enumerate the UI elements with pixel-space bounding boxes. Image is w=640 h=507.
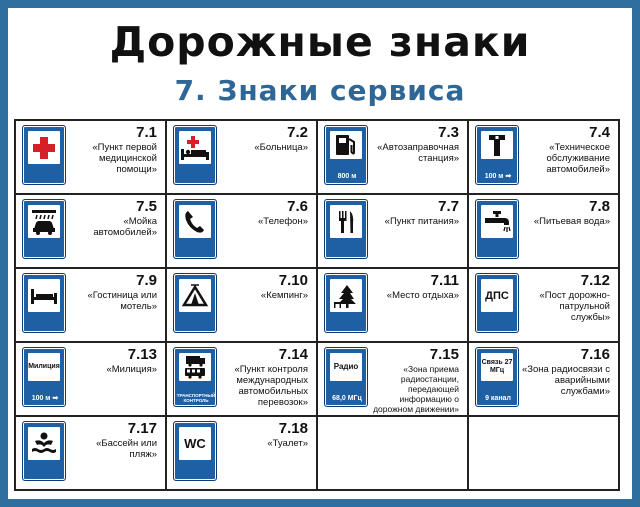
- sign-7-3: [324, 125, 368, 185]
- sign-number: 7.5: [136, 198, 157, 215]
- sign-number: 7.7: [438, 198, 459, 215]
- sign-cell-7-17: [16, 417, 167, 491]
- empty-cell: [469, 417, 620, 491]
- sign-description: «Питьевая вода»: [533, 216, 610, 227]
- radio-text-icon: Радио: [330, 353, 362, 381]
- sign-cell-7-2: [167, 121, 318, 195]
- sign-cell-7-14: [167, 343, 318, 417]
- sign-caption: 100 м ➡: [31, 395, 59, 402]
- sign-cell-7-7: [318, 195, 469, 269]
- sign-7-2: [173, 125, 217, 185]
- page-subtitle: 7. Знаки сервиса: [174, 74, 466, 107]
- telephone-icon: [179, 205, 211, 238]
- page-title: Дорожные знаки: [109, 18, 531, 66]
- sign-cell-7-3: [318, 121, 469, 195]
- sign-number: 7.15: [429, 346, 459, 363]
- sign-description: «Пункт контроля международных автомобильных перевозок»: [234, 364, 308, 408]
- sign-number: 7.18: [278, 420, 308, 437]
- sign-description: «Туалет»: [267, 438, 308, 449]
- sign-caption: 800 м: [337, 173, 357, 180]
- sign-description: «Техническое обслуживание автомобилей»: [546, 142, 610, 175]
- sign-7-11: [324, 273, 368, 333]
- sign-description: «Телефон»: [258, 216, 308, 227]
- car-wash-icon: [28, 205, 60, 238]
- sign-caption: 68,0 МГц: [332, 395, 362, 402]
- sign-7-9: [22, 273, 66, 333]
- sign-number: 7.10: [278, 272, 308, 289]
- empty-cell: [318, 417, 469, 491]
- sign-number: 7.11: [430, 272, 459, 289]
- tree-icon: [330, 279, 362, 312]
- sign-cell-7-10: [167, 269, 318, 343]
- sign-cell-7-5: [16, 195, 167, 269]
- sign-cell-7-8: [469, 195, 620, 269]
- sign-cell-7-1: [16, 121, 167, 195]
- sign-cell-7-11: [318, 269, 469, 343]
- sign-description: «Мойка автомобилей»: [93, 216, 157, 238]
- water-tap-icon: [481, 205, 513, 238]
- sign-7-14: [173, 347, 217, 407]
- dps-text-icon: ДПС: [481, 279, 513, 312]
- sign-number: 7.12: [580, 272, 610, 289]
- sign-description: «Автозаправочная станция»: [377, 142, 459, 164]
- swimmer-icon: [28, 427, 60, 460]
- sign-number: 7.4: [589, 124, 610, 141]
- sign-description: «Гостиница или мотель»: [87, 290, 157, 312]
- sign-description: «Место отдыха»: [386, 290, 459, 301]
- sign-description: «Больница»: [254, 142, 308, 153]
- sign-7-18: [173, 421, 217, 481]
- police-text-icon: Милиция: [28, 353, 60, 381]
- sign-description: «Зона радиосвязи с аварийными службами»: [521, 364, 610, 397]
- sign-caption: ТРАНСПОРТНЫЙ КОНТРОЛЬ: [176, 393, 216, 403]
- sign-number: 7.2: [287, 124, 308, 141]
- wc-text-icon: WC: [179, 427, 211, 460]
- sign-number: 7.3: [438, 124, 459, 141]
- signs-table: [14, 119, 620, 491]
- sign-description: «Пункт первой медицинской помощи»: [92, 142, 157, 175]
- sign-7-8: [475, 199, 519, 259]
- radio-link-text-icon: Связь 27 МГц: [481, 353, 513, 381]
- sign-number: 7.9: [136, 272, 157, 289]
- sign-7-13: [22, 347, 66, 407]
- sign-cell-7-15: [318, 343, 469, 417]
- bed-icon: [28, 279, 60, 312]
- sign-number: 7.13: [127, 346, 157, 363]
- sign-7-15: [324, 347, 368, 407]
- sign-7-6: [173, 199, 217, 259]
- sign-caption: 9 канал: [485, 395, 511, 402]
- sign-description: «Милиция»: [106, 364, 157, 375]
- sign-number: 7.1: [136, 124, 157, 141]
- fuel-pump-icon: [330, 131, 362, 159]
- hospital-bed-icon: [179, 131, 211, 164]
- fork-knife-icon: [330, 205, 362, 238]
- sign-cell-7-9: [16, 269, 167, 343]
- sign-7-5: [22, 199, 66, 259]
- sign-cell-7-4: [469, 121, 620, 195]
- sign-cell-7-16: [469, 343, 620, 417]
- sign-7-1: [22, 125, 66, 185]
- wrench-icon: [481, 131, 513, 159]
- sign-description: «Бассейн или пляж»: [96, 438, 157, 460]
- sign-description: «Кемпинг»: [260, 290, 308, 301]
- sign-description: «Зона приема радиостанции, передающей информацию о дорожном движении»: [373, 364, 459, 414]
- red-cross-icon: [28, 131, 60, 164]
- sign-number: 7.6: [287, 198, 308, 215]
- sign-7-4: [475, 125, 519, 185]
- tent-icon: [179, 279, 211, 312]
- sign-7-7: [324, 199, 368, 259]
- sign-cell-7-6: [167, 195, 318, 269]
- sign-description: «Пост дорожно-патрульной службы»: [539, 290, 610, 323]
- sign-number: 7.17: [127, 420, 157, 437]
- sign-cell-7-12: [469, 269, 620, 343]
- sign-7-17: [22, 421, 66, 481]
- sign-cell-7-18: [167, 417, 318, 491]
- sign-number: 7.14: [278, 346, 308, 363]
- sign-7-16: [475, 347, 519, 407]
- sign-cell-7-13: [16, 343, 167, 417]
- sign-number: 7.16: [580, 346, 610, 363]
- sign-description: «Пункт питания»: [384, 216, 459, 227]
- truck-bus-icon: [179, 353, 211, 381]
- poster: [8, 8, 632, 499]
- sign-caption: 100 м ➡: [484, 173, 512, 180]
- sign-7-10: [173, 273, 217, 333]
- sign-7-12: [475, 273, 519, 333]
- sign-number: 7.8: [589, 198, 610, 215]
